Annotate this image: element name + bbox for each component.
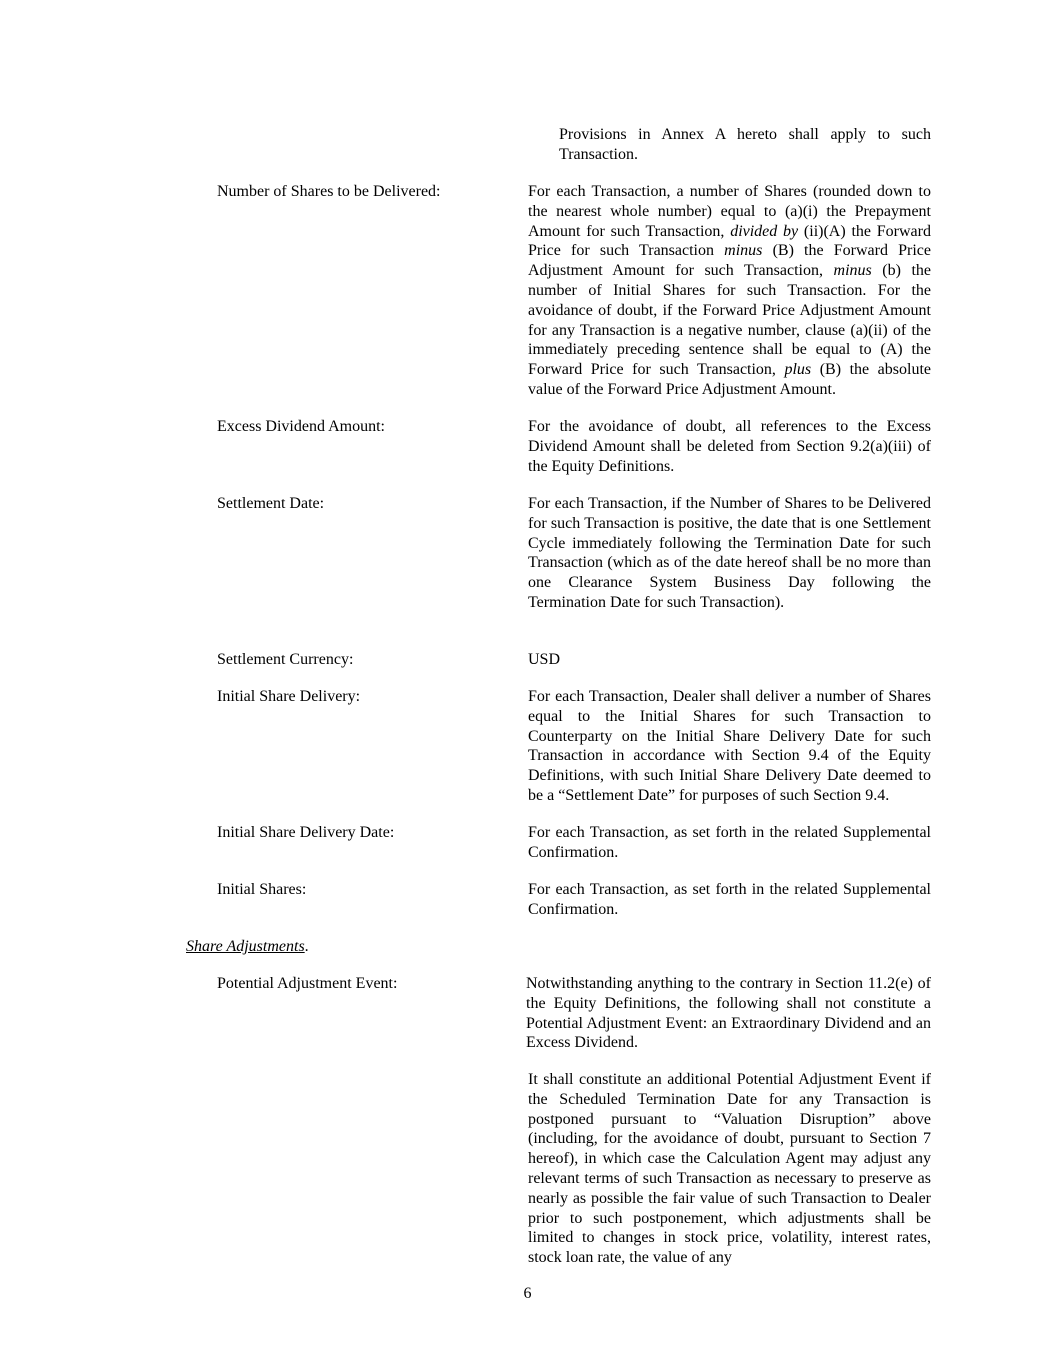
term-body-potential-adjustment-event-para-1: [526, 974, 931, 1053]
term-label-settlement-date: Settlement Date:: [217, 495, 325, 512]
italic-term: minus: [724, 242, 763, 260]
term-text: USD: [528, 651, 561, 668]
term-body-initial-share-delivery: [528, 687, 931, 806]
term-text: For each Transaction, a number of Shares (rounded down to the nearest whole number) equal to (a)(i) the Prepayment Amount for such Transaction, divided by (ii)(A) the Forward Price for such Transaction minus (B) the Forward Price Adjustment Amount for such Transaction, minus (b) the number of Initial Shares for such Transaction. For the avoidance of doubt, if the Forward Price Adjustment Amount for any Transaction is a negative number, clause (a)(ii) of the immediately preceding sentence shall be equal to (A) the Forward Price for such Transaction, plus (B) the absolute value of the Forward Price Adjustment Amount.: [528, 183, 932, 398]
term-label-settlement-currency: Settlement Currency:: [217, 651, 354, 668]
italic-term: divided by: [730, 222, 799, 240]
term-body-settlement-date: [528, 494, 931, 613]
term-label-initial-shares: Initial Shares:: [217, 881, 307, 898]
paragraph: It shall constitute an additional Potential Adjustment Event if the Scheduled Termination Date for any Transaction is postponed pursuant to “Valuation Disruption” above (including, for the avoidance of doubt, pursuant to Section 7 hereof), in which case the Calculation Agent may adjust any relevant terms of such Transaction as necessary to preserve as nearly as possible the fair value of such Transaction to Dealer prior to such postponement, which adjustments shall be limited to changes in stock price, volatility, interest rates, stock loan rate, the value of any: [528, 1071, 931, 1267]
continuation-text: Provisions in Annex A hereto shall apply to such Transaction.: [559, 126, 931, 163]
italic-term: minus: [833, 262, 872, 280]
section-heading-suffix: .: [304, 938, 309, 955]
term-label-initial-share-delivery-date: Initial Share Delivery Date:: [217, 824, 395, 841]
paragraph: Notwithstanding anything to the contrary in Section 11.2(e) of the Equity Definitions, the following shall not constitute a Potential Adjustment Event: an Extraordinary Dividend and an Excess Dividend.: [526, 975, 931, 1052]
term-label-potential-adjustment-event: Potential Adjustment Event:: [217, 975, 398, 992]
term-text: For each Transaction, Dealer shall deliver a number of Shares equal to the Initial Shares for such Transaction to Counterparty on the Initial Share Delivery Date for such Transaction in accordance with Section 9.4 of the Equity Definitions, with such Initial Share Delivery Date deemed to be a “Settlement Date” for purposes of such Section 9.4.: [528, 688, 931, 804]
section-heading-share-adjustments: [186, 937, 309, 957]
term-body-initial-share-delivery-date: [528, 823, 931, 863]
term-label-excess-dividend: Excess Dividend Amount:: [217, 418, 385, 435]
page-number: 6: [523, 1285, 532, 1302]
term-label-number-of-shares: Number of Shares to be Delivered:: [217, 183, 441, 200]
term-text: For the avoidance of doubt, all references to the Excess Dividend Amount shall be deleted from Section 9.2(a)(iii) of the Equity Definitions.: [528, 418, 931, 475]
section-heading-text: Share Adjustments: [186, 938, 305, 955]
term-body-number-of-shares: [528, 182, 931, 400]
italic-term: plus: [784, 361, 812, 379]
term-body-settlement-currency: [528, 650, 931, 670]
term-text: For each Transaction, as set forth in the related Supplemental Confirmation.: [528, 881, 931, 918]
term-text: For each Transaction, if the Number of Shares to be Delivered for such Transaction is positive, the date that is one Settlement Cycle immediately following the Termination Date for such Transaction (which as of the date hereof shall be no more than one Clearance System Business Day following the Termination Date for such Transaction).: [528, 495, 931, 611]
term-label-initial-share-delivery: Initial Share Delivery:: [217, 688, 361, 705]
term-body-potential-adjustment-event-para-2: [528, 1070, 931, 1268]
term-body-initial-shares: [528, 880, 931, 920]
term-body-excess-dividend: [528, 417, 931, 476]
term-text: For each Transaction, as set forth in the related Supplemental Confirmation.: [528, 824, 931, 861]
